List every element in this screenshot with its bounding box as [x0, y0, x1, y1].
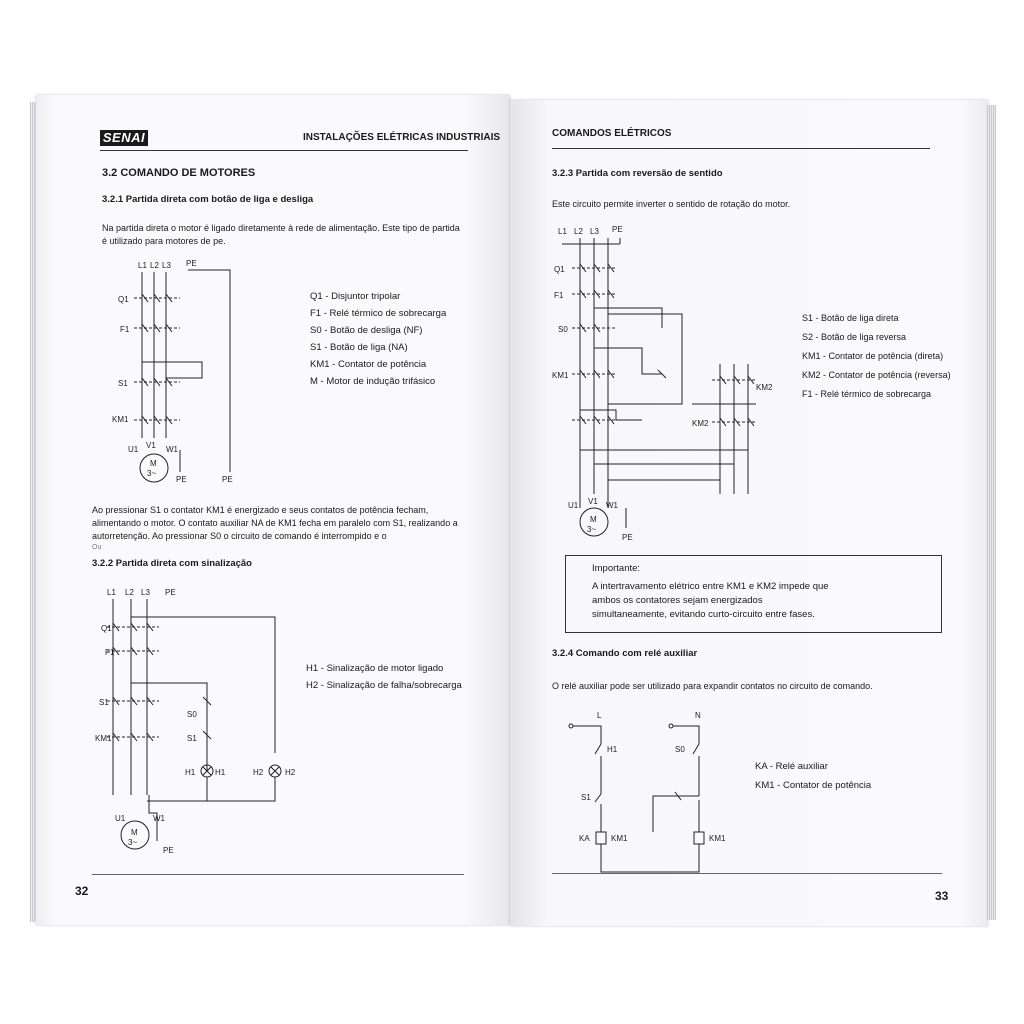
legend-item: Q1 - Disjuntor tripolar	[310, 291, 401, 302]
d1-motor-m: M	[150, 459, 157, 468]
right-footer-rule	[552, 873, 942, 874]
senai-logo: SENAI	[100, 130, 148, 146]
d2-phase-l3: L3	[141, 588, 150, 597]
left-page-number: 32	[75, 884, 89, 898]
d3-motor-3ph: 3~	[587, 525, 597, 534]
d3-w1-label: W1	[606, 501, 618, 510]
important-note-body	[592, 580, 829, 622]
d4-line-n: N	[695, 711, 701, 720]
legend-3-2-2	[306, 660, 462, 694]
d2-phase-l1: L1	[107, 588, 116, 597]
d3-v1-label: V1	[588, 497, 598, 506]
d2-pe: PE	[165, 588, 176, 597]
subsection-3-2-3-title: 3.2.3 Partida com reversão de sentido	[552, 168, 723, 179]
d2-s1-label: S1	[99, 698, 109, 707]
d2-u1-label: U1	[115, 814, 126, 823]
d4-s0-label: S0	[675, 745, 685, 754]
d3-phase-l2: L2	[574, 227, 583, 236]
legend-item: F1 - Relé térmico de sobrecarga	[802, 389, 932, 399]
d2-motor-m: M	[131, 828, 138, 837]
d2-q1-label: Q1	[101, 624, 112, 633]
page-stack-right	[986, 105, 996, 920]
legend-item: KM2 - Contator de potência (reversa)	[802, 370, 951, 380]
d3-f1-label: F1	[554, 291, 564, 300]
legend-item: M - Motor de indução trifásico	[310, 376, 436, 387]
d3-km2b-label: KM2	[692, 419, 709, 428]
subsection-3-2-4-intro: O relé auxiliar pode ser utilizado para expandir contatos no circuito de comando.	[552, 681, 873, 691]
legend-item: KA - Relé auxiliar	[755, 761, 828, 772]
d4-h1-label: H1	[607, 745, 618, 754]
diagram-direct-start-signaling	[95, 585, 305, 855]
subsection-3-2-1-cut-text: Ou	[92, 544, 102, 551]
diagram-reversing-start	[552, 224, 792, 544]
right-running-header: COMANDOS ELÉTRICOS	[552, 128, 672, 139]
d3-u1-label: U1	[568, 501, 579, 510]
right-header-rule	[552, 148, 930, 149]
d3-phase-l1: L1	[558, 227, 567, 236]
subsection-3-2-1-title: 3.2.1 Partida direta com botão de liga e desliga	[102, 194, 314, 205]
d2-phase-l2: L2	[125, 588, 134, 597]
section-title: 3.2 COMANDO DE MOTORES	[102, 167, 256, 179]
legend-item: F1 - Relé térmico de sobrecarga	[310, 308, 447, 319]
d3-q1-label: Q1	[554, 265, 565, 274]
d2-h1-label: H1	[185, 768, 196, 777]
d2-motor-3ph: 3~	[128, 838, 138, 847]
d1-motor-3ph: 3~	[147, 469, 157, 478]
left-header-rule	[100, 150, 468, 151]
legend-item: H2 - Sinalização de falha/sobrecarga	[306, 680, 462, 691]
d3-pe: PE	[612, 225, 623, 234]
diagram-auxiliary-relay	[565, 708, 725, 878]
d3-km2-label: KM2	[756, 383, 773, 392]
d4-ka-label: KA	[579, 834, 590, 843]
legend-item: S1 - Botão de liga (NA)	[310, 342, 408, 353]
d1-pe-right: PE	[222, 475, 233, 484]
legend-item: KM1 - Contator de potência (direta)	[802, 351, 944, 361]
d4-km1a-label: KM1	[611, 834, 628, 843]
subsection-3-2-2-title: 3.2.2 Partida direta com sinalização	[92, 558, 252, 569]
subsection-3-2-3-intro: Este circuito permite inverter o sentido de rotação do motor.	[552, 199, 791, 209]
legend-item: KM1 - Contator de potência	[755, 780, 872, 791]
d1-q1-label: Q1	[118, 295, 129, 304]
subsection-3-2-1-intro: Na partida direta o motor é ligado diretamente à rede de alimentação. Este tipo de partida é utilizado para motores de pe.	[102, 223, 460, 246]
d4-km1b-label: KM1	[709, 834, 726, 843]
legend-3-2-4	[755, 757, 871, 795]
legend-item: KM1 - Contator de potência	[310, 359, 427, 370]
d1-phase-l1: L1	[138, 261, 147, 270]
d1-phase-l3: L3	[162, 261, 171, 270]
right-page-number: 33	[935, 889, 949, 903]
d2-s0-label: S0	[187, 710, 197, 719]
legend-item: H1 - Sinalização de motor ligado	[306, 663, 444, 674]
d3-pe-bottom: PE	[622, 533, 633, 542]
d1-s1-label: S1	[118, 379, 128, 388]
legend-item: S1 - Botão de liga direta	[802, 313, 899, 323]
d3-motor-m: M	[590, 515, 597, 524]
d2-pe-bottom: PE	[163, 846, 174, 855]
important-note-box	[565, 555, 942, 633]
d2-w1-label: W1	[153, 814, 165, 823]
d2-h1b-label: H1	[215, 768, 226, 777]
important-note-line: simultaneamente, evitando curto-circuito entre fases.	[592, 609, 815, 620]
important-note-line: ambos os contatores sejam energizados	[592, 595, 763, 606]
legend-item: S0 - Botão de desliga (NF)	[310, 325, 423, 336]
d1-v1-label: V1	[146, 441, 156, 450]
d3-km1-label: KM1	[552, 371, 569, 380]
d1-pe: PE	[186, 259, 197, 268]
d2-s1b-label: S1	[187, 734, 197, 743]
d1-u1-label: U1	[128, 445, 139, 454]
d1-pe-left: PE	[176, 475, 187, 484]
d1-f1-label: F1	[120, 325, 130, 334]
legend-item: S2 - Botão de liga reversa	[802, 332, 907, 342]
legend-3-2-1	[310, 288, 446, 390]
diagram-direct-start	[110, 258, 260, 488]
subsection-3-2-1-explanation: Ao pressionar S1 o contator KM1 é energizado e seus contatos de potência fecham, alimentando o motor. O contato auxiliar NA de KM1 fecha em paralelo com S1, realizando a autorretenção. Ao pressionar S0 o circuito de comando é interrompido e o	[92, 505, 458, 541]
d4-s1-label: S1	[581, 793, 591, 802]
d2-f1-label: F1	[105, 648, 115, 657]
d2-km1-label: KM1	[95, 734, 112, 743]
d3-s0-label: S0	[558, 325, 568, 334]
left-running-header: INSTALAÇÕES ELÉTRICAS INDUSTRIAIS	[303, 132, 501, 143]
d1-w1-label: W1	[166, 445, 178, 454]
d1-km1-label: KM1	[112, 415, 129, 424]
d2-h2b-label: H2	[285, 768, 296, 777]
d1-phase-l2: L2	[150, 261, 159, 270]
legend-3-2-3	[802, 309, 951, 404]
important-note-title: Importante:	[592, 563, 641, 574]
left-footer-rule	[92, 874, 464, 875]
d3-phase-l3: L3	[590, 227, 599, 236]
d2-h2-label: H2	[253, 768, 264, 777]
subsection-3-2-4-title: 3.2.4 Comando com relé auxiliar	[552, 648, 698, 659]
d4-line-l: L	[597, 711, 602, 720]
important-note-line: A intertravamento elétrico entre KM1 e KM2 impede que	[592, 581, 829, 592]
